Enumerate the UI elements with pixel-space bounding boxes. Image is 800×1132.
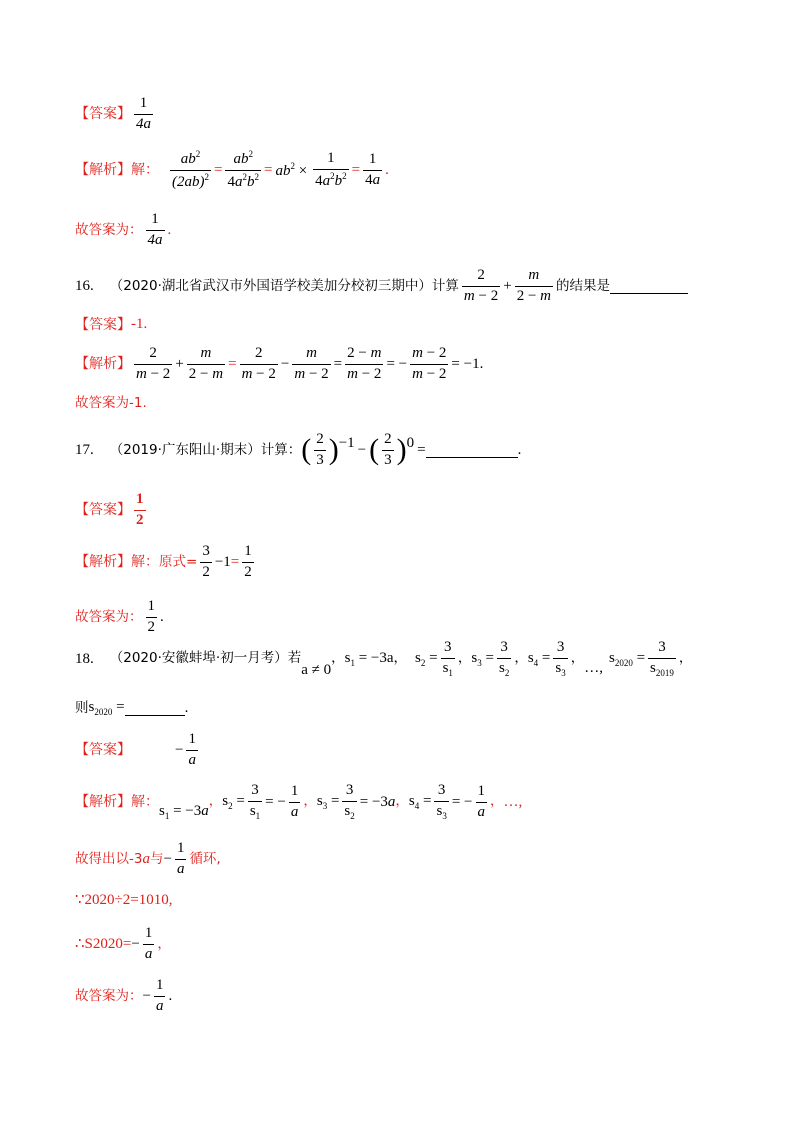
q18-cycle-line: 故得出以-3 a 与 − $\frac{1}{a}$ 循环, [75, 840, 221, 877]
q17-final-line: 故答案为： $\frac{1}{2}$ . [75, 598, 164, 635]
q17-analysis-line: 【解析】 解： 原式= $\frac{3}{2}$ −1 = $\frac{1}{2}$ [75, 543, 252, 580]
expr-fraction: $\frac{ab^2}{(2ab)^2}$ [172, 149, 209, 190]
analysis-label: 【解析】 [75, 162, 131, 179]
blank-line [125, 701, 185, 716]
q16-analysis-line: 【解析】 $\frac{2}{m - 2}$ + $\frac{m}{2 - m}$ = $\frac{2}{m - 2}$ − $\frac{m}{m - 2}$ = $\frac{2 - m}{m - 2}$ = − $\frac{m - 2}{m - 2}$ = −1. [75, 345, 484, 382]
expr-fraction: $\frac{1}{4a^2b^2}$ [315, 150, 347, 189]
q16-final-line: 故答案为-1. [75, 395, 147, 411]
expr-fraction: $\frac{ab^2}{4a^2b^2}$ [227, 149, 259, 190]
answer-label: 【答案】 [75, 106, 131, 123]
blank-line [610, 279, 688, 294]
solve-label: 解： [131, 162, 159, 179]
q18-question: 18. （2020·安徽蚌埠·初一月考）若 a ≠ 0 ， $s_1 = -3a$ ， $s_2$ = $\frac{3}{s_1}$ ， $s_3$ = $\frac{3}{s_2}$ ， $s_4$ = $\frac{3}{s_3}$ ， …, $s_{2020}$ = $\frac{3}{s_{2019}}$ ， [75, 639, 693, 678]
q18-answer-line: 【答案】 − $\frac{1}{a}$ [75, 731, 196, 768]
blank-line [426, 443, 518, 458]
expr-fraction: $\frac{1}{4a}$ [365, 151, 381, 188]
q17-answer-line: 【答案】 $\frac{1}{2}$ [75, 491, 144, 528]
q18-blank-line: 则 $s_{2020}$ = . [75, 699, 189, 717]
q18-therefore-line: ∴S 2020 = − $\frac{1}{a}$ ， [75, 925, 171, 962]
q15-analysis-line: 【解析】 解： $\frac{ab^2}{(2ab)^2}$ = $\frac{ab^2}{4a^2b^2}$ = $ab^2$ × $\frac{1}{4a^2b^2}$ = $\frac{1}{4a}$ . [75, 149, 389, 190]
final-fraction: $\frac{1}{4a}$ [147, 211, 163, 248]
q18-because-line: ∵2020÷2=1010, [75, 892, 173, 908]
q18-final-line: 故答案为： − $\frac{1}{a}$ . [75, 977, 173, 1014]
q18-analysis-line: 【解析】 解： $s_1 = -3a$ ， $s_2$ = $\frac{3}{s_1}$ = − $\frac{1}{a}$ ， $s_3$ = $\frac{3}{s_2}$ = −3a ， $s_4$ = $\frac{3}{s_3}$ = − $\frac{1}{a}$ ， …, [75, 782, 523, 821]
answer-fraction: $\frac{1}{4a}$ [136, 95, 151, 132]
q17-question: 17. （2019·广东阳山·期末）计算： ( $\frac{2}{3}$ ) −1 − ( $\frac{2}{3}$ ) 0 = . [75, 431, 522, 468]
q15-final-line: 故答案为： $\frac{1}{4a}$ . [75, 211, 172, 248]
q15-answer-line [75, 96, 156, 133]
q16-answer-line: 【答案】 -1. [75, 316, 148, 333]
q16-question: 16. （2020·湖北省武汉市外国语学校美加分校初三期中）计算 $\frac{2}{m - 2}$ + $\frac{m}{2 - m}$ 的结果是 [75, 268, 688, 305]
